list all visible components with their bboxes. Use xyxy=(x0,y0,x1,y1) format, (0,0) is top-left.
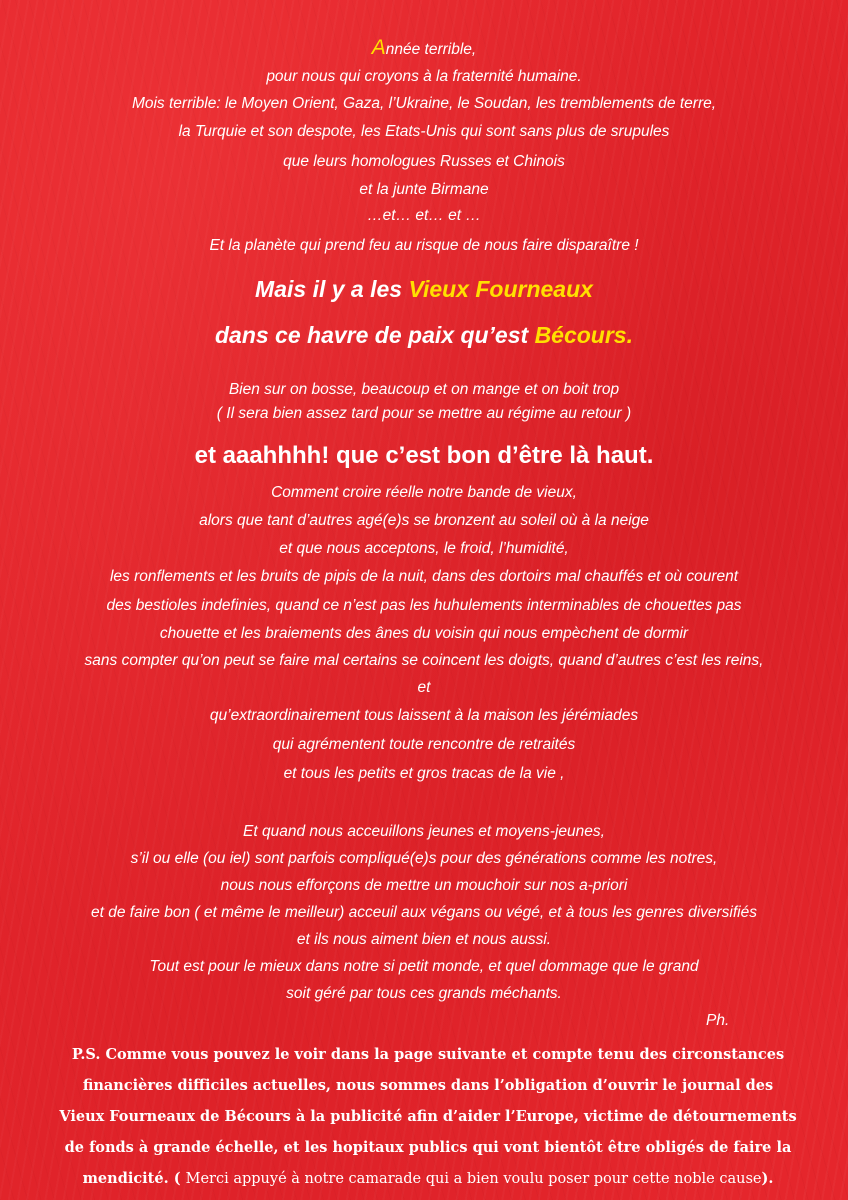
poem-line: Et la planète qui prend feu au risque de nous faire disparaître ! xyxy=(209,237,639,254)
poem-line: des bestioles indefinies, quand ce n’est pas les huhulements interminables de chouettes pas xyxy=(106,597,742,614)
poem-line: la Turquie et son despote, les Etats-Unis qui sont sans plus de srupules xyxy=(178,123,670,140)
postscript-line-last: mendicité. ( Merci appuyé à notre camarade qui a bien voulu poser pour cette noble cause). xyxy=(82,1170,774,1187)
poem-line: Et quand nous acceuillons jeunes et moyens-jeunes, xyxy=(243,823,605,840)
poem-line: chouette et les braiements des ânes du voisin qui nous empèchent de dormir xyxy=(159,625,689,642)
poem-line: qu’extraordinairement tous laissent à la maison les jérémiades xyxy=(209,707,639,724)
opening-line: Année terrible, xyxy=(371,36,477,59)
postscript-line: P.S. Comme vous pouvez le voir dans la page suivante et compte tenu des circonstances xyxy=(71,1046,785,1063)
highlight-becours: Bécours. xyxy=(534,322,633,348)
highlight-vieux-fourneaux: Vieux Fourneaux xyxy=(408,276,593,302)
poem-line: et tous les petits et gros tracas de la vie , xyxy=(283,765,565,782)
poem-line: et que nous acceptons, le froid, l’humidité, xyxy=(279,540,569,557)
postscript-line: de fonds à grande échelle, et les hopitaux publics qui vont bientôt être obligés de faire la xyxy=(64,1139,792,1156)
poem-line: et ils nous aiment bien et nous aussi. xyxy=(296,931,552,948)
postscript-line: Vieux Fourneaux de Bécours à la publicité afin d’aider l’Europe, victime de détournements xyxy=(59,1108,797,1125)
headline-vieux-fourneaux: Mais il y a les Vieux Fourneaux xyxy=(255,276,593,302)
postscript-line: financières difficiles actuelles, nous sommes dans l’obligation d’ouvrir le journal des xyxy=(82,1077,774,1094)
poem-line: s’il ou elle (ou iel) sont parfois compliqué(e)s pour des générations comme les notres, xyxy=(130,850,718,867)
poem-line: soit géré par tous ces grands méchants. xyxy=(286,985,562,1002)
poem-line: Comment croire réelle notre bande de vieux, xyxy=(271,484,577,501)
poem-line: Tout est pour le mieux dans notre si petit monde, et quel dommage que le grand xyxy=(149,958,699,975)
poem-line: que leurs homologues Russes et Chinois xyxy=(283,153,565,170)
poem-line: …et… et… et … xyxy=(367,207,481,224)
poem-line: les ronflements et les bruits de pipis de la nuit, dans des dortoirs mal chauffés et où courent xyxy=(109,568,739,585)
decorative-initial: A xyxy=(371,36,386,59)
poem-line: nous nous efforçons de mettre un mouchoir sur nos a-priori xyxy=(220,877,628,894)
poem-line: et xyxy=(417,679,431,696)
headline-becours: dans ce havre de paix qu’est Bécours. xyxy=(214,322,633,348)
poem-line: qui agrémentent toute rencontre de retraités xyxy=(272,736,576,753)
poem-line: Bien sur on bosse, beaucoup et on mange et on boit trop xyxy=(228,381,620,398)
poem-line: sans compter qu’on peut se faire mal certains se coincent les doigts, quand d’autres c’est les reins, xyxy=(84,652,764,669)
poem-line: ( Il sera bien assez tard pour se mettre au régime au retour ) xyxy=(216,405,632,422)
poem-line: Mois terrible: le Moyen Orient, Gaza, l’Ukraine, le Soudan, les tremblements de terre, xyxy=(131,95,717,112)
poem-line: et de faire bon ( et même le meilleur) acceuil aux végans ou végé, et à tous les genres diversifiés xyxy=(91,904,757,921)
poem-line: et la junte Birmane xyxy=(359,181,489,198)
poem-line: alors que tant d’autres agé(e)s se bronzent au soleil où à la neige xyxy=(199,512,649,529)
author-signature: Ph. xyxy=(706,1012,730,1029)
exclamation-heading: et aaahhhh! que c’est bon d’être là haut. xyxy=(194,442,654,469)
thanks-note: Merci appuyé à notre camarade qui a bien voulu poser pour cette noble cause xyxy=(185,1171,762,1187)
poem-line: pour nous qui croyons à la fraternité humaine. xyxy=(266,68,582,85)
